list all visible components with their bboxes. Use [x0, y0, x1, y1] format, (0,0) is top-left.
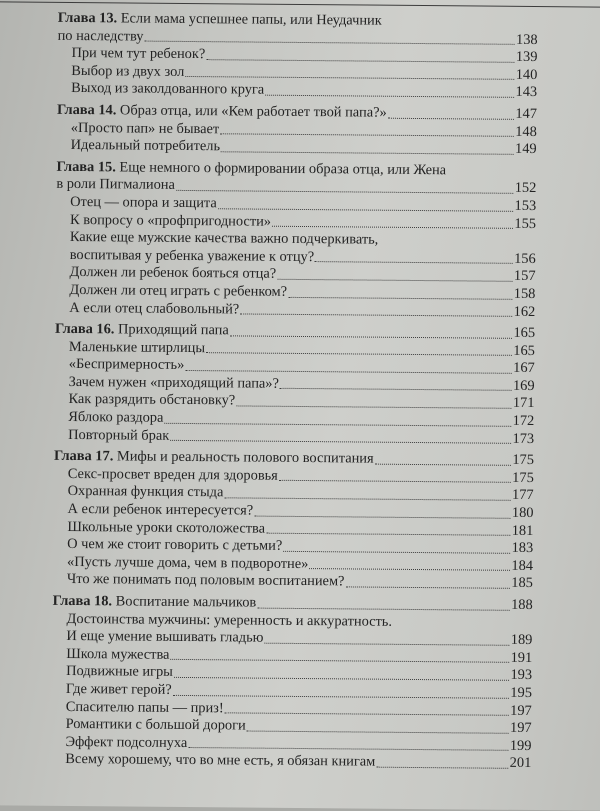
dot-leader — [185, 367, 511, 374]
page-number: 188 — [511, 596, 533, 614]
section-title: О чем же стоит говорить с детьми? — [67, 536, 283, 555]
chapter-label: Глава 13. — [57, 9, 118, 27]
section-title: Зачем нужен «приходящий папа»? — [68, 373, 279, 392]
page-number: 162 — [513, 303, 536, 320]
section-title: Маленькие штирлицы — [68, 338, 206, 356]
dot-leader — [375, 460, 511, 465]
page-number: 169 — [512, 377, 535, 394]
section-entry — [54, 426, 534, 448]
section-title: Какие еще мужские качества важно подчеркивать, — [69, 229, 379, 248]
section-title: Должен ли отец играть с ребенком? — [69, 281, 288, 300]
chapter-18 — [51, 593, 533, 773]
section-title: Школьные уроки скотоложества — [67, 518, 266, 537]
page-number: 185 — [511, 575, 533, 592]
page-number: 153 — [514, 197, 537, 214]
section-entry — [57, 80, 537, 102]
section-title: Как разрядить обстановку? — [68, 391, 236, 409]
dot-leader — [185, 73, 514, 80]
page-number: 199 — [509, 737, 532, 754]
section-title: Где живет герой? — [65, 680, 172, 698]
chapter-title-cont: в роли Пигмалиона — [56, 176, 175, 194]
section-entry — [53, 571, 533, 593]
page-number: 189 — [510, 632, 533, 649]
section-title: К вопросу о «профпригодности» — [69, 211, 272, 230]
page-number: 193 — [510, 667, 533, 684]
page-number: 181 — [511, 522, 534, 539]
page-number: 158 — [513, 285, 536, 302]
dot-leader — [144, 38, 514, 45]
page-number: 157 — [513, 268, 536, 285]
chapter-title: Приходящий папа — [117, 321, 229, 339]
page-number: 173 — [512, 430, 535, 447]
dot-leader — [309, 565, 510, 571]
chapter-label: Глава 15. — [56, 158, 116, 176]
section-title: Эффект подсолнуха — [65, 733, 188, 751]
dot-leader — [206, 349, 512, 356]
dot-leader — [218, 205, 513, 212]
section-title: При чем тут ребенок? — [71, 45, 206, 63]
dot-leader — [280, 385, 512, 391]
dot-leader — [315, 258, 513, 264]
dot-leader — [254, 512, 510, 518]
section-title: «Пусть лучше дома, чем в подворотне» — [66, 553, 309, 572]
dot-leader — [345, 583, 509, 588]
page-number: 139 — [515, 49, 538, 66]
dot-leader — [279, 477, 511, 483]
chapter-label: Глава 16. — [55, 320, 115, 338]
dot-leader — [220, 130, 514, 137]
section-title: А если отец слабовольный? — [69, 299, 240, 317]
section-title: Школа мужества — [66, 645, 170, 663]
page-number: 171 — [512, 395, 535, 412]
dot-leader — [224, 494, 510, 500]
page-number: 177 — [511, 487, 534, 504]
page-number: 175 — [512, 452, 535, 469]
page-number: 165 — [513, 324, 536, 342]
section-title: Спасителю папы — приз! — [65, 698, 224, 716]
section-title: Идеальный потребитель — [70, 137, 221, 155]
section-title: «Беспримерность» — [68, 356, 185, 374]
section-title: «Просто пап» не бывает — [70, 119, 220, 137]
section-title: А если ребенок интересуется? — [67, 500, 254, 519]
chapter-title: Воспитание мальчиков — [115, 593, 257, 611]
page-number: 156 — [514, 250, 536, 267]
page-number: 167 — [513, 360, 535, 377]
page-number: 183 — [511, 540, 534, 557]
section-title: Достоинства мужчины: умеренность и аккуратность. — [66, 610, 393, 630]
page-number: 165 — [513, 342, 535, 359]
dot-leader — [265, 92, 514, 98]
section-title-cont: воспитывая у ребенка уважение к отцу? — [69, 246, 315, 265]
chapter-title: Мифы и реальность полового воспитания — [116, 448, 374, 467]
dot-leader — [164, 419, 511, 426]
section-entry — [57, 137, 537, 159]
section-title: Отец — опора и защита — [70, 193, 217, 212]
dot-leader — [264, 639, 509, 645]
page-number: 172 — [512, 412, 535, 430]
dot-leader — [170, 656, 509, 663]
dot-leader — [173, 691, 509, 698]
table-of-contents — [51, 10, 538, 777]
dot-leader — [283, 548, 510, 554]
dot-leader — [277, 276, 512, 282]
page-number: 148 — [515, 123, 537, 140]
page-number: 180 — [511, 504, 534, 522]
dot-leader — [257, 604, 510, 610]
dot-leader — [176, 187, 513, 194]
page-number: 147 — [515, 105, 538, 123]
dot-leader — [230, 332, 512, 338]
page-number: 143 — [515, 84, 538, 101]
chapter-14 — [57, 102, 537, 159]
page-number: 149 — [515, 141, 537, 158]
page-number: 195 — [510, 684, 532, 701]
dot-leader — [236, 402, 511, 408]
section-title: Романтики с большой дороги — [65, 716, 246, 734]
section-title: Выбор из двух зол — [71, 62, 185, 80]
section-title: Повторный брак — [68, 426, 170, 444]
dot-leader — [240, 311, 512, 317]
dot-leader — [170, 437, 511, 444]
dot-leader — [288, 293, 512, 299]
section-title: Должен ли ребенок бояться отца? — [69, 264, 277, 283]
page-number: 155 — [514, 215, 537, 232]
dot-leader — [225, 709, 509, 715]
dot-leader — [221, 148, 514, 155]
chapter-17 — [53, 448, 534, 593]
dot-leader — [174, 674, 509, 681]
dot-leader — [188, 744, 508, 751]
section-title: Яблоко раздора — [68, 409, 164, 426]
page-number: 152 — [514, 180, 537, 197]
page-number: 197 — [509, 719, 532, 737]
page-number: 197 — [510, 702, 532, 719]
dot-leader — [388, 114, 514, 119]
chapter-label: Глава 17. — [53, 448, 114, 465]
section-title-cont: И еще умение вышивать гладью — [66, 628, 264, 646]
dot-leader — [247, 727, 509, 733]
chapter-16 — [54, 321, 535, 448]
dot-leader — [376, 764, 508, 769]
section-title: Секс-просвет вреден для здоровья — [67, 465, 278, 484]
page-number: 175 — [512, 469, 534, 486]
section-title: Подвижные игры — [66, 663, 173, 681]
dot-leader — [272, 223, 513, 229]
dot-leader — [266, 530, 510, 536]
chapter-title: Еще немного о формировании образа отца, или Жена — [119, 159, 447, 178]
chapter-title: Если мама успешнее папы, или Неудачник — [120, 10, 382, 29]
page-number: 201 — [509, 755, 532, 772]
page-number: 191 — [510, 649, 533, 666]
chapter-label: Глава 14. — [56, 101, 117, 119]
chapter-13 — [57, 10, 538, 102]
section-title: Охранная функция стыда — [67, 483, 224, 501]
chapter-label: Глава 18. — [52, 592, 113, 610]
page-number: 140 — [515, 66, 538, 83]
section-title: Что же понимать под половым воспитанием? — [66, 571, 345, 590]
page-number: 138 — [515, 31, 538, 48]
section-entry — [55, 299, 535, 321]
page-number: 184 — [511, 557, 534, 574]
section-title: Всему хорошему, что во мне есть, я обязан книгам — [65, 751, 376, 770]
chapter-title: Образ отца, или «Кем работает твой папа?» — [119, 102, 387, 121]
dot-leader — [206, 56, 514, 63]
section-title: Выход из заколдованного круга — [71, 80, 265, 99]
chapter-15 — [55, 159, 536, 322]
chapter-title-cont: по наследству — [57, 27, 144, 45]
section-entry — [51, 751, 531, 773]
top-rule — [0, 1, 600, 7]
